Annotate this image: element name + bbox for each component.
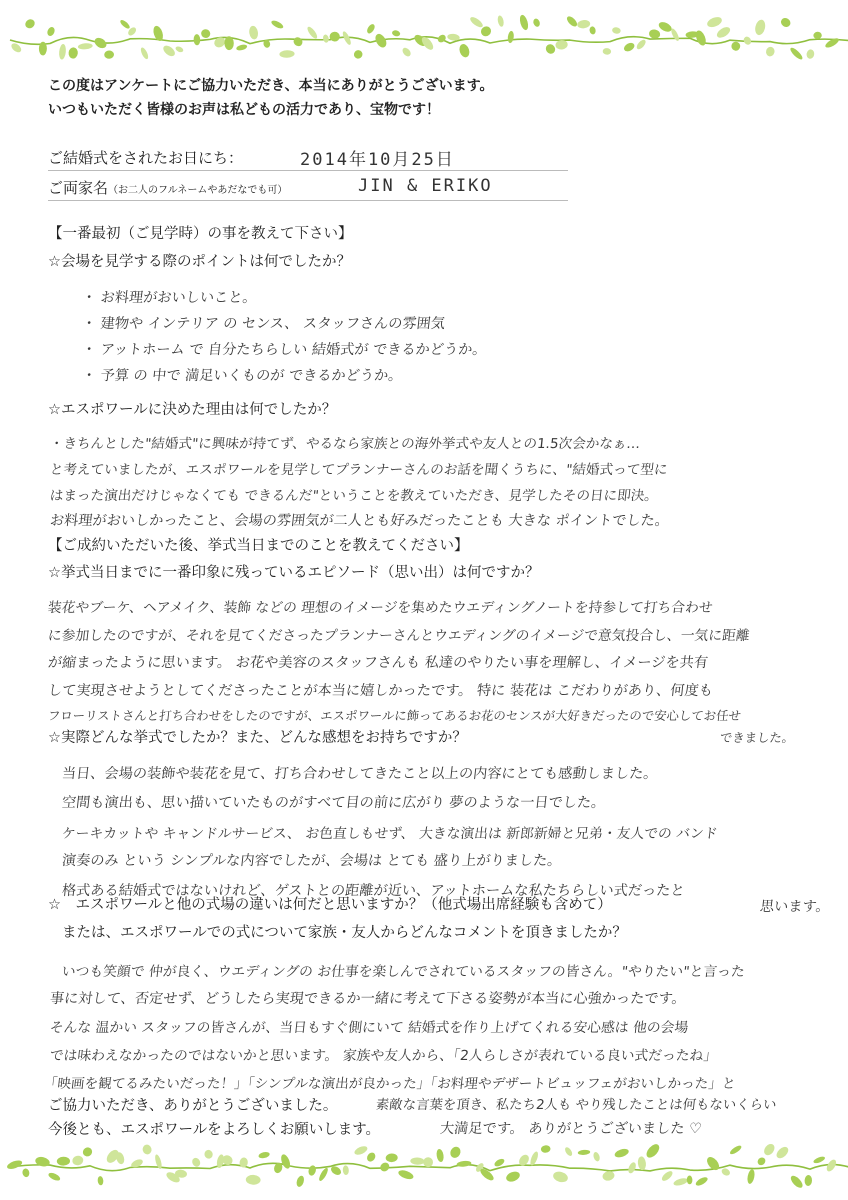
vine-leaf bbox=[352, 48, 364, 60]
answer-line: お料理がおいしかったこと、会場の雰囲気が二人とも好みだったことも 大きな ポイントでした。 bbox=[49, 513, 670, 529]
intro-message bbox=[48, 74, 493, 122]
vine-leaf bbox=[602, 48, 611, 55]
vine-leaf bbox=[248, 25, 259, 40]
vine-leaf bbox=[592, 1151, 600, 1162]
section2-question-2: ☆実際どんな挙式でしたか？また、どんな感想をお持ちですか？ bbox=[48, 730, 467, 746]
vine-leaf bbox=[391, 29, 400, 37]
vine-leaf bbox=[191, 1156, 202, 1168]
vine-leaf bbox=[754, 19, 767, 36]
vine-leaf bbox=[532, 18, 541, 28]
answer-line: 装花やブーケ、ヘアメイク、装飾 などの 理想のイメージを集めたウエディングノートを持参して打ち合わせ bbox=[46, 600, 714, 616]
answer-line: 素敵な言葉を頂き、私たち2人も やり残したことは何もないくらい bbox=[375, 1098, 778, 1113]
answer-line: 思います。 bbox=[759, 899, 831, 915]
vine-leaf bbox=[279, 50, 295, 58]
vine-leaf bbox=[806, 49, 815, 60]
vine-leaf bbox=[518, 14, 529, 31]
vine-leaf bbox=[637, 1156, 647, 1171]
vine-leaf bbox=[804, 1175, 812, 1186]
vine-leaf bbox=[789, 46, 804, 61]
answer-line: して実現させようとしてくださったことが本当に嬉しかったです。 特に 装花は こだわりがあり、何度も bbox=[47, 683, 714, 699]
vine-leaf bbox=[366, 23, 377, 35]
vine-leaf bbox=[687, 1175, 693, 1184]
vine-leaf bbox=[93, 36, 109, 50]
vine-leaf bbox=[379, 1161, 391, 1173]
vine-leaf bbox=[648, 29, 661, 40]
answer-line: いつも笑顔で 仲が良く、ウエディングの お仕事を楽しんでされているスタッフの皆さん。"やりたい"と言った bbox=[60, 964, 746, 980]
vine-leaf bbox=[236, 44, 248, 52]
answer-line: 大満足です。 ありがとうございました ♡ bbox=[439, 1121, 703, 1137]
wedding-date-value: 2014年10月25日 bbox=[300, 150, 455, 170]
answer-line: 事に対して、否定せず、どうしたら実現できるか一緒に考えて下さる姿勢が本当に心強かったです。 bbox=[49, 991, 687, 1007]
vine-leaf bbox=[161, 44, 176, 59]
section2-question-1: ☆挙式当日までに一番印象に残っているエピソード（思い出）は何ですか？ bbox=[48, 565, 540, 581]
vine-leaf bbox=[342, 1165, 349, 1175]
answer-line: が縮まったように思います。 お花や美容のスタッフさんも 私達のやりたい事を理解し、イメージを共有 bbox=[47, 655, 709, 671]
vine-leaf bbox=[774, 1145, 790, 1161]
vine-leaf bbox=[529, 1151, 540, 1167]
vine-leaf bbox=[614, 1147, 630, 1159]
vine-leaf bbox=[589, 26, 596, 35]
vine-leaf bbox=[68, 47, 78, 59]
vine-leaf bbox=[715, 25, 732, 40]
answer-line: 当日、会場の装飾や装花を見て、打ち合わせしてきたこと以上の内容にとても感動しました。 bbox=[61, 766, 659, 782]
vine-leaf bbox=[765, 46, 776, 57]
vine-leaf bbox=[635, 38, 647, 50]
vine-leaf bbox=[627, 1161, 637, 1174]
vine-leaf bbox=[813, 1155, 826, 1164]
vine-leaf bbox=[612, 27, 621, 35]
vine-leaf bbox=[552, 1170, 569, 1184]
answer-line: 「映画を観てるみたいだった！」「シンプルな演出が良かった」「お料理やデザートビュッフェがおいしかった」と bbox=[42, 1076, 737, 1092]
vine-leaf bbox=[139, 46, 149, 60]
vine-leaf bbox=[6, 1159, 23, 1171]
vine-leaf bbox=[34, 1156, 50, 1168]
answer-line: ・ お料理がおいしいこと。 bbox=[81, 290, 258, 306]
vine-leaf bbox=[469, 15, 485, 29]
answer-line: 空間も演出も、思い描いていたものがすべて目の前に広がり 夢のような一日でした。 bbox=[61, 795, 607, 811]
vine-leaf bbox=[423, 1157, 433, 1167]
vine-border-top bbox=[0, 8, 848, 68]
answer-line: できました。 bbox=[719, 730, 796, 745]
answer-line: ・ 建物や インテリア の センス、 スタッフさんの雰囲気 bbox=[81, 316, 446, 332]
vine-leaf bbox=[541, 1145, 551, 1153]
answer-line: と考えていましたが、エスポワールを見学してプランナーさんのお話を聞くうちに、"結婚式って型に bbox=[48, 462, 669, 478]
vine-leaf bbox=[694, 1176, 708, 1188]
vine-leaf bbox=[813, 32, 822, 40]
vine-leaf bbox=[78, 43, 93, 50]
vine-leaf bbox=[564, 1146, 574, 1157]
vine-leaf bbox=[756, 1156, 767, 1167]
vine-border-bottom bbox=[0, 1135, 848, 1195]
vine-leaf bbox=[507, 31, 514, 44]
vine-leaf bbox=[602, 1170, 616, 1182]
vine-leaf bbox=[200, 28, 212, 39]
vine-leaf bbox=[779, 16, 792, 29]
vine-leaf bbox=[57, 1157, 70, 1166]
vine-leaf bbox=[436, 1148, 445, 1162]
vine-leaf bbox=[497, 15, 505, 27]
vine-leaf bbox=[578, 1149, 591, 1155]
vine-leaf bbox=[322, 34, 329, 43]
vine-leaf bbox=[142, 1144, 153, 1156]
vine-leaf bbox=[258, 1151, 270, 1159]
vine-leaf bbox=[505, 1170, 522, 1184]
vine-leaf bbox=[119, 19, 131, 30]
vine-leaf bbox=[436, 33, 447, 44]
vine-leaf bbox=[46, 26, 56, 37]
answer-line: 格式ある結婚式ではないけれど、ゲストとの距離が近い、アットホームな私たちらしい式だったと bbox=[61, 883, 686, 899]
vine-leaf bbox=[104, 50, 114, 59]
names-value: JIN & ERIKO bbox=[358, 176, 493, 196]
vine-leaf bbox=[729, 1144, 743, 1156]
vine-leaf bbox=[746, 1169, 755, 1185]
wedding-date-label: ご結婚式をされたお日にち： bbox=[48, 149, 244, 167]
vine-leaf bbox=[577, 19, 591, 29]
vine-leaf bbox=[397, 1169, 414, 1181]
vine-leaf bbox=[292, 35, 305, 48]
closing-line-1: ご協力いただき、ありがとうございました。 bbox=[48, 1098, 338, 1114]
vine-leaf bbox=[673, 1177, 689, 1187]
names-note: （お二人のフルネームやあだなでも可） bbox=[108, 185, 288, 196]
vine-leaf bbox=[410, 1157, 424, 1165]
answer-line: ・ アットホーム で 自分たちらしい 結婚式が できるかどうか。 bbox=[81, 342, 488, 358]
vine-leaf bbox=[456, 1160, 471, 1167]
vine-leaf bbox=[660, 1169, 674, 1182]
vine-leaf bbox=[565, 15, 579, 29]
vine-leaf bbox=[175, 45, 185, 53]
vine-leaf bbox=[762, 1142, 777, 1157]
vine-leaf bbox=[306, 25, 319, 40]
vine-leaf bbox=[720, 1167, 731, 1177]
section2-heading: 【ご成約いただいた後、挙式当日までのことを教えてください】 bbox=[48, 538, 469, 554]
wedding-date-underline bbox=[48, 170, 568, 171]
vine-leaf bbox=[544, 42, 557, 55]
names-underline bbox=[48, 200, 568, 201]
vine-leaf bbox=[81, 1146, 94, 1158]
vine-leaf bbox=[353, 1144, 368, 1156]
answer-line: に参加したのですが、それを見てくださったプランナーさんとウエディングのイメージで意気投合し、一気に距離 bbox=[46, 628, 751, 644]
section1-heading: 【一番最初（ご見学時）の事を教えて下さい】 bbox=[48, 226, 353, 242]
section3-question-1: ☆ エスポワールと他の式場の違いは何だと思いますか？（他式場出席経験も含めて） bbox=[48, 897, 612, 913]
section1-question-1: ☆会場を見学する際のポイントは何でしたか？ bbox=[48, 254, 351, 270]
vine-leaf bbox=[644, 1142, 662, 1160]
vine-leaf bbox=[47, 1171, 61, 1182]
vine-leaf bbox=[246, 1175, 261, 1186]
vine-leaf bbox=[623, 41, 636, 53]
vine-leaf bbox=[203, 1149, 214, 1160]
answer-line: ケーキカットや キャンドルサービス、 お色直しもせず、 大きな演出は 新郎新婦と兄弟・友人での バンド bbox=[60, 826, 719, 842]
vine-leaf bbox=[458, 43, 471, 59]
vine-leaf bbox=[24, 17, 37, 30]
vine-leaf bbox=[58, 44, 66, 60]
vine-leaf bbox=[295, 1175, 305, 1188]
names-label-row bbox=[48, 177, 287, 198]
answer-line: では味わえなかったのではないかと思います。 家族や友人から、「2人らしさが表れている良い式だったね」 bbox=[48, 1048, 719, 1064]
vine-leaf bbox=[22, 1168, 31, 1178]
answer-line: 演奏のみ という シンプルな内容でしたが、会場は とても 盛り上がりました。 bbox=[61, 853, 563, 869]
closing-line-2: 今後とも、エスポワールをよろしくお願いします。 bbox=[48, 1122, 381, 1138]
vine-leaf bbox=[789, 1174, 805, 1190]
vine-leaf bbox=[97, 1176, 104, 1186]
answer-line: そんな 温かい スタッフの皆さんが、当日もすぐ側にいて 結婚式を作り上げてくれる安心感は 他の会場 bbox=[48, 1020, 690, 1036]
vine-leaf bbox=[307, 1165, 317, 1177]
names-label: ご両家名 bbox=[48, 179, 109, 197]
vine-leaf bbox=[401, 46, 412, 58]
vine-leaf bbox=[71, 1155, 84, 1166]
vine-leaf bbox=[742, 35, 752, 46]
section3-question-1b: または、エスポワールでの式について家族・友人からどんなコメントを頂きましたか？ bbox=[62, 925, 627, 941]
section1-question-2: ☆エスポワールに決めた理由は何でしたか？ bbox=[48, 402, 337, 418]
answer-line: フローリストさんと打ち合わせをしたのですが、エスポワールに飾ってあるお花のセンスが大好きだったので安心してお任せ bbox=[47, 708, 742, 723]
vine-leaf bbox=[385, 1153, 397, 1162]
intro-line-2: いつもいただく皆様のお声は私どもの活力であり、宝物です！ bbox=[48, 102, 440, 118]
vine-leaf bbox=[448, 1145, 462, 1160]
vine-leaf bbox=[657, 20, 673, 34]
vine-leaf bbox=[270, 19, 284, 30]
answer-line: はまった演出だけじゃなくても できるんだ"ということを教えていただき、見学したその日に即決。 bbox=[48, 488, 659, 504]
vine-leaf bbox=[318, 1167, 330, 1182]
answer-line: ・ 予算 の 中で 満足いくものが できるかどうか。 bbox=[81, 368, 404, 384]
answer-line: ・きちんとした"結婚式"に興味が持てず、やるなら家族との海外挙式や友人との1.5次会かなぁ… bbox=[48, 436, 642, 452]
vine-leaf bbox=[706, 15, 724, 29]
intro-line-1: この度はアンケートにご協力いただき、本当にありがとうございます。 bbox=[48, 78, 494, 94]
vine-leaf bbox=[731, 41, 740, 51]
vine-leaf bbox=[670, 28, 681, 42]
vine-leaf bbox=[193, 34, 200, 45]
vine-leaf bbox=[365, 1151, 377, 1163]
